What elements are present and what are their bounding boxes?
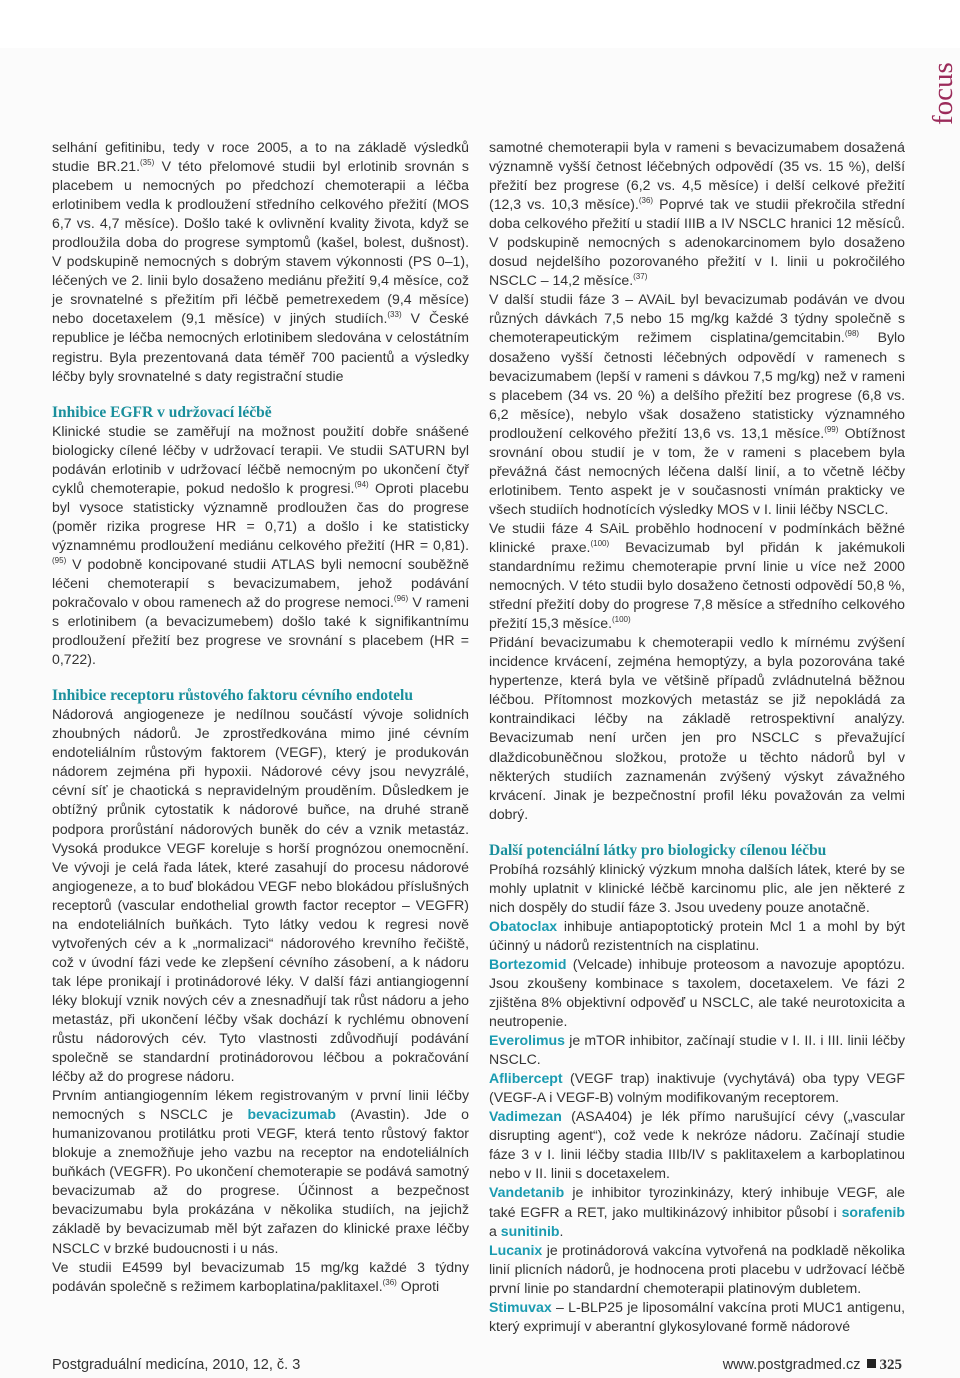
citation: (36) [638,196,654,206]
drug-name: Stimuvax [489,1298,552,1315]
citation: (36) [382,1277,397,1287]
drug-name: Aflibercept [489,1070,563,1087]
paragraph: Probíhá rozsáhlý klinický výzkum mnoha dalších látek, které by se mohly uplatnit v klinické léčbě karcinomu plic, ale jen některé z nich dospěly do studií fáze 3. Jsou uvedeny pouze anotačně. [489,860,905,915]
paragraph: selhání gefitinibu, tedy v roce 2005, a to na základě výsledků studie BR.21.$^{(35)}$ V této přelomové studii byl erlotinib srovnán s placebem u nemocných po předchozí chemoterapii a léčba erlotinibem vedla k prodloužení středního celkového přežití (MOS 6,7 vs. 4,7 měsíce). Došlo také k ovlivnění kvality života, když se prodloužila doba do progrese symptomů (kašel, bolest, dušnost). V podskupině nemocných s dobrým stavem výkonnosti (PS 0–1), léčených ve 2. linii bylo dosaženo mediánu přežití 9,4 měsíce, což je srovnatelné s přežitím při léčbě pemetrexedem (9,4 měsíce) nebo docetaxelem (9,1 měsíce) v jiných studiích.$^{(33)}$ V České republice je léčba nemocných erlotinibem sledována v celostátním registru. Byla prezentovaná data téměř 700 pacientů a výsledky léčby byly srovnatelné s daty registrační studie [52,139,470,384]
drug-entry: Everolimus je mTOR inhibitor, začínají studie v I. II. i III. linii léčby NSCLC. [489,1032,905,1068]
citation: (33) [387,310,402,320]
website-link[interactable]: www.postgradmed.cz [722,1357,861,1373]
page-number: 325 [879,1357,902,1373]
citation: (37) [633,272,648,282]
citation: (100) [590,538,610,548]
drug-entry: Stimuvax – L-BLP25 je liposomální vakcína proti MUC1 antigenu, který exprimují v aberantní glykosylované formě nádorové [489,1298,905,1334]
paragraph: Ve studii E4599 byl bevacizumab 15 mg/kg každé 3 týdny podáván společně s režimem karboplatina/paklitaxel.$^{(36)}$ Oproti [52,1258,469,1294]
drug-name: Everolimus [489,1032,565,1049]
paragraph: Ve studii fáze 4 SAiL proběhlo hodnocení v podmínkách běžné klinické praxe.$^{(100)}$ Bevacizumab byl přidán k jakémukoli standardnímu režimu chemoterapie první linie u více než 2000 nemocných. V této studii bylo dosaženo četnosti odpovědí 50,8 %, střední přežití doby do progrese 7,8 měsíce a středního celkového přežití 15,3 měsíce.$^{(100)}$ [489,519,905,632]
citation: (95) [52,555,67,565]
paragraph: Nádorová angiogeneze je nedílnou součástí vývoje solidních zhoubných nádorů. Je zprostředkována mimo jiné cévním endoteliálním růstovým faktorem (VEGF), který je produkován nádorem zejména při hypoxii. Nádorové cévy jsou nevyzrálé, cévní síť je chaotická s nepravidelným prouděním. Důsledkem je obtížný průnik cytostatik k nádorové buňce, na druhé straně podpora prorůstání nádorových buněk do cév a vznik metastáz. Vysoká produkce VEGF koreluje s horší prognózou onemocnění. Ve vývoji je celá řada látek, které zasahují do procesu nádorové angiogeneze, a to buď blokádou VEGF nebo blokádou příslušných receptorů (vascular endothelial growth factor receptor – VEGFR) na endoteliálních buňkách. Tyto látky vedou k regresi nově vytvořených cév a k „normalizaci“ nádorového krevního řečiště, což v úvodní fázi vede ke zlepšení cévního zásobení, a k nádoru tak lépe pronikají i protinádorové léky. V další fázi antiangiogenní léky blokují vznik nových cév a znesnadňují tak růst nádoru a jeho metastáz, při ukončení léčby však dochází k rychlému obnovení růstu nádorových cév. Tyto vlastnosti zdůvodňují podávání společně se standardní protinádorovou léčbou a pokračování léčby až do progrese nádoru. [52,706,469,1085]
citation: (94) [354,479,369,489]
drug-name: Vadimezan [489,1108,562,1125]
section-heading: Inhibice receptoru růstového faktoru cévního endotelu [52,687,413,705]
footer-right [723,1357,902,1374]
citation: (96) [393,594,409,604]
citation: (99) [824,424,839,434]
drug-entry: Vadimezan (ASA404) je lék přímo narušující cévy („vascular disrupting agent“), což vede k nekróze nádoru. Začínají studie fáze 3 v I. linii léčby stadia IIIb/IV s paklitaxelem a karboplatinou nebo v II. linii s docetaxelem. [489,1108,905,1182]
drug-name: Bortezomid [489,955,567,972]
drug-name: sorafenib [841,1203,905,1220]
right-column [489,138,905,1336]
paragraph: Přidání bevacizumabu k chemoterapii vedlo k mírnému zvýšení incidence krvácení, zejména hemoptýzy, a byla pozorována také hypertenze, která byla ve většině případů zvládnutelná běžnou léčbou. Přítomnost mozkových metastáz se již nepokládá za kontraindikaci léčby na základě retrospektivní analýzy. Bevacizumab není určen jen pro NSCLC s převažující dlaždicobuněčnou složkou, protože u těchto nádorů byl v některých studiích zaznamenán zvýšený výskyt závažného krvácení. Jinak je bezpečnostní profil léku považován za velmi dobrý. [489,634,905,822]
drug-entry: Obatoclax inhibuje antiapoptotický protein Mcl 1 a mohl by být účinný u nádorů rezistentních na cisplatinu. [489,917,905,953]
square-bullet-icon [867,1359,876,1368]
section-heading: Inhibice EGFR v udržovací léčbě [52,403,272,421]
left-column [52,138,469,1296]
citation: (98) [844,329,860,339]
section-heading: Další potenciální látky pro biologicky cílenou léčbu [489,841,827,859]
citation: (35) [140,158,155,168]
drug-entry: Lucanix je protinádorová vakcína vytvořená na podkladě několika linií plicních nádorů, je hodnocena proti placebu v udržovací léčbě první linie po standardní chemoterapii platinovým dubletem. [489,1241,905,1296]
paragraph: Prvním antiangiogenním lékem registrovaným v první linii léčby nemocných s NSCLC je bevacizumab (Avastin). Jde o humanizovanou protilátku proti VEGF, která tento růstový faktor blokuje a znemožňuje jeho vazbu na receptor na endoteliálních buňkách (VEGFR). Po ukončení chemoterapie se podává samotný bevacizumab až do progrese. Účinnost a bezpečnost bevacizumabu byla prokázána v několika studiích, na jejichž základě by bevacizumab měl být zařazen do klinické praxe léčby NSCLC v brzké budoucnosti i u nás. [52,1087,469,1256]
paragraph: V další studii fáze 3 – AVAiL byl bevacizumab podáván ve dvou různých dávkách 7,5 nebo 15 mg/kg každé 3 týdny společně s chemoterapeutickým režimem cisplatina/gemcitabin.$^{(98)}$ Bylo dosaženo vyšší četnosti léčebných odpovědí v ramenech s bevacizumabem (lepší v rameni s dávkou 7,5 mg/kg) než v rameni s placebem (34 vs. 20 %) a delšího přežití bez progrese (6,8 vs. 6,2 měsíce), nebylo však dosaženo statisticky významného prodloužení celkového přežití 13,6 vs. 13,1 měsíce.$^{(99)}$ Obtížnost srovnání obou studií je v tom, že v rameni s placebem byla převážná část nemocných léčena další linií, a to včetně léčby erlotinibem. Tento aspekt je v současnosti vnímán prakticky ve všech studiích hodnotících výsledky MOS v I. linii léčby NSCLC. [489,291,905,517]
section-label: focus [927,62,959,125]
drug-entry: Vandetanib je inhibitor tyrozinkinázy, který inhibuje VEGF, ale také EGFR a RET, jako multikinázový inhibitor působí i sorafenib a sunitinib. [489,1184,905,1239]
top-margin [0,0,960,48]
drug-name: Obatoclax [489,917,558,934]
paragraph: samotné chemoterapii byla v rameni s bevacizumabem dosažená významně vyšší četnost léčebných odpovědí (35 vs. 15 %), delší přežití bez progrese (6,2 vs. 4,5 měsíce) i delší celkové přežití (12,3 vs. 10,3 měsíce).$^{(36)}$ Poprvé tak ve studii překročila střední doba celkového přežití u stadií IIIB a IV NSCLC hranici 12 měsíců. V podskupině nemocných s adenokarcinomem bylo dosaženo dosud nejdelšího pozorovaného přežití v I. linii u pokročilého NSCLC – 14,2 měsíce.$^{(37)}$ [489,139,905,289]
drug-name: Vandetanib [489,1184,565,1201]
journal-citation: Postgraduální medicína, 2010, 12, č. 3 [52,1357,301,1373]
drug-entry: Bortezomid (Velcade) inhibuje proteosom a navozuje apoptózu. Jsou zkoušeny kombinace s taxolem, docetaxelem. Ve fázi 2 zjištěna 8% objektivní odpověď u NSCLC, ale také neurotoxicita a neutropenie. [489,955,905,1030]
drug-name: sunitinib [500,1222,560,1239]
drug-name: bevacizumab [247,1106,336,1123]
citation: (100) [611,615,631,625]
paragraph: Klinické studie se zaměřují na možnost použití dobře snášené biologicky cílené léčby v udržovací terapii. Ve studii SATURN byl podáván erlotinib v udržovací léčbě nemocným po ukončení čtyř cyklů chemoterapie, pokud nedošlo k progresi.$^{(94)}$ Oproti placebu byl vysoce statisticky významně prodloužen čas do progrese (poměr rizika progrese HR = 0,71) a došlo i ke statisticky významnému prodloužení mediánu celkového přežití (HR = 0,81).$^{(95)}$ V podobně koncipované studii ATLAS byli nemocní souběžně léčeni chemoterapií s bevacizumabem, jehož podávání pokračovalo v obou ramenech až do progrese nemoci.$^{(96)}$ V rameni s erlotinibem (a bevacizumebem) došlo také k signifikantnímu prodloužení přežití bez progrese ve srovnání s placebem (HR = 0,722). [52,422,470,668]
drug-name: Lucanix [489,1241,543,1258]
drug-entry: Aflibercept (VEGF trap) inaktivuje (vychytává) oba typy VEGF (VEGF-A i VEGF-B) volným modifikovaným receptorem. [489,1070,905,1106]
